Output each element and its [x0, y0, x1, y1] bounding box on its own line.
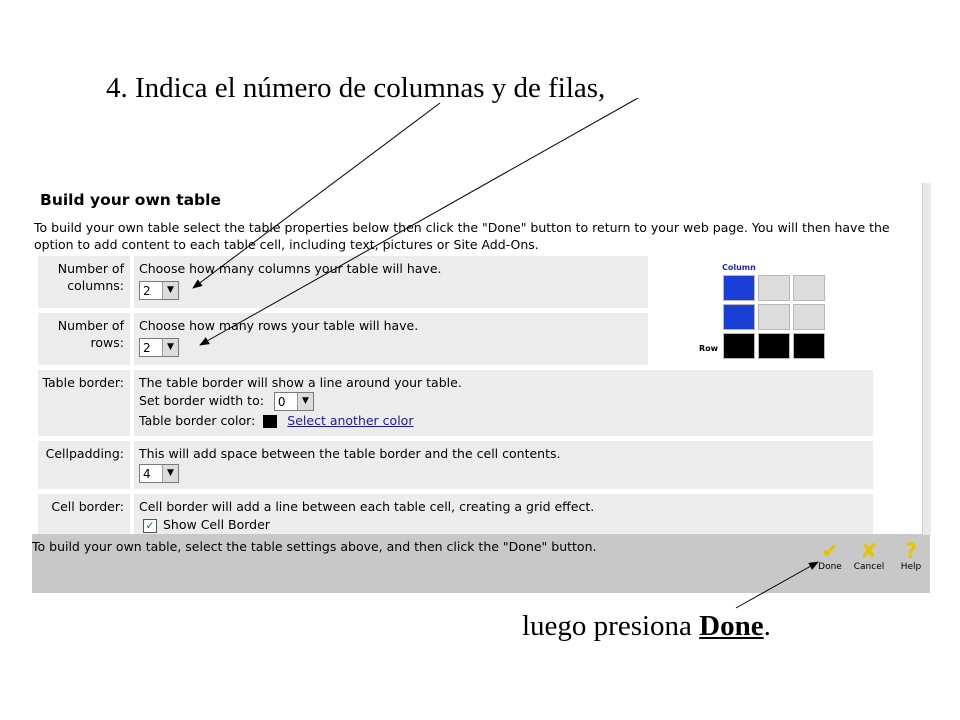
arrow-to-done — [736, 562, 818, 608]
border-label: Table border: — [38, 370, 130, 436]
preview-column-label: Column — [722, 263, 756, 272]
cellpadding-description: This will add space between the table border and the cell contents. — [139, 446, 561, 461]
preview-row-label: Row — [699, 344, 719, 353]
cellpadding-value: 4 — [143, 467, 151, 481]
intro-text: To build your own table select the table properties below then click the "Done" button to return to your web page. You will then have the option to add content to each table cell, including text, pictures or Site Add-Ons. — [34, 220, 890, 252]
checkmark-icon: ✔ — [821, 539, 839, 563]
cancel-label: Cancel — [853, 562, 885, 572]
done-label: Done — [818, 562, 842, 572]
question-icon: ? — [904, 539, 918, 563]
columns-select-value: 2 — [143, 284, 151, 298]
show-cell-border-label: Show Cell Border — [163, 517, 270, 532]
rows-select-value: 2 — [143, 341, 151, 355]
show-cell-border-checkbox[interactable]: ✓ — [143, 519, 157, 533]
columns-label: Number of columns: — [38, 256, 130, 308]
rows-label: Number of rows: — [38, 313, 130, 365]
help-label: Help — [900, 562, 922, 572]
chevron-down-icon[interactable]: ▼ — [297, 393, 313, 410]
columns-description: Choose how many columns your table will have. — [139, 261, 442, 276]
arrow-to-rows — [200, 98, 638, 345]
chevron-down-icon[interactable]: ▼ — [162, 282, 178, 299]
select-color-link[interactable]: Select another color — [287, 413, 414, 428]
page-title: Build your own table — [40, 191, 221, 209]
arrow-to-columns — [193, 103, 440, 288]
cellborder-label: Cell border: — [38, 494, 130, 544]
chevron-down-icon[interactable]: ▼ — [162, 339, 178, 356]
caption-done-word: Done — [699, 610, 764, 642]
cellpadding-label: Cellpadding: — [38, 441, 130, 489]
border-description: The table border will show a line around your table. — [139, 375, 462, 390]
rows-description: Choose how many rows your table will have. — [139, 318, 419, 333]
slide-title: 4. Indica el número de columnas y de filas, — [106, 72, 606, 104]
border-width-label: Set border width to: — [139, 393, 264, 408]
x-icon: ✘ — [860, 539, 878, 563]
border-color-label: Table border color: — [139, 413, 256, 428]
caption-suffix: . — [763, 610, 771, 642]
footer-message: To build your own table, select the table settings above, and then click the "Done" button. — [32, 539, 597, 554]
border-width-value: 0 — [277, 395, 286, 409]
caption-prefix: luego presiona — [522, 610, 700, 642]
cellborder-description: Cell border will add a line between each table cell, creating a grid effect. — [139, 499, 595, 514]
chevron-down-icon[interactable]: ▼ — [162, 465, 178, 482]
